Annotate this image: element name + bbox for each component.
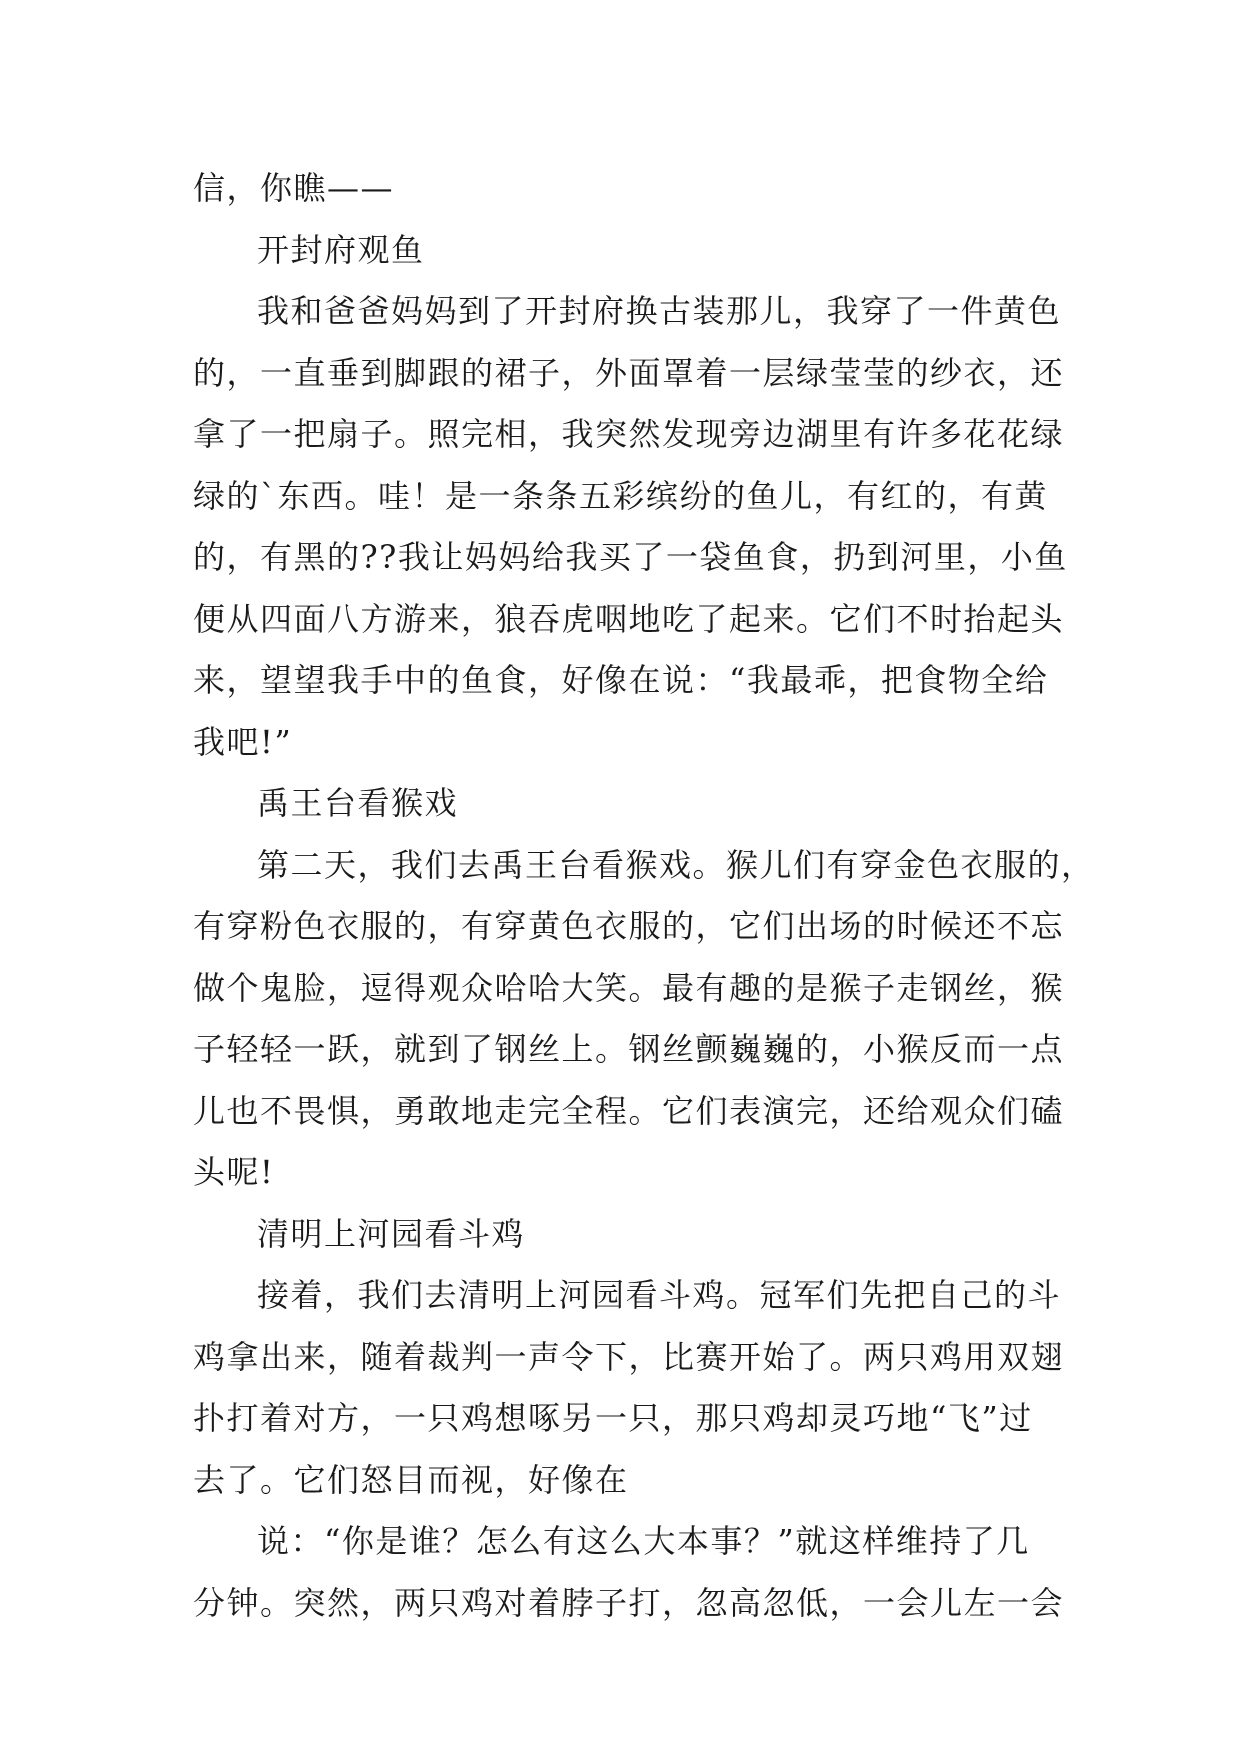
text-line: 有穿粉色衣服的，有穿黄色衣服的，它们出场的时候还不忘 (193, 907, 1065, 945)
text-line: 的，有黑的??我让妈妈给我买了一袋鱼食，扔到河里，小鱼 (193, 538, 1068, 576)
section-heading: 禹王台看猴戏 (257, 784, 459, 822)
document-page (193, 158, 1095, 1634)
text-line: 我吧!” (193, 722, 293, 761)
paragraph-start-line: 第二天，我们去禹王台看猴戏。猴儿们有穿金色衣服的， (257, 845, 1095, 884)
text-line: 绿的`东西。哇！是一条条五彩缤纷的鱼儿，有红的，有黄 (193, 476, 1049, 515)
text-line: 便从四面八方游来，狼吞虎咽地吃了起来。它们不时抬起头 (193, 599, 1065, 638)
paragraph-start-line: 接着，我们去清明上河园看斗鸡。冠军们先把自己的斗 (257, 1276, 1062, 1314)
text-line: 信，你瞧—— (193, 169, 395, 207)
text-line: 分钟。突然，两只鸡对着脖子打，忽高忽低，一会儿左一会 (193, 1583, 1065, 1622)
paragraph-start-line: 我和爸爸妈妈到了开封府换古装那儿，我穿了一件黄色 (257, 292, 1062, 330)
section-heading: 清明上河园看斗鸡 (257, 1214, 526, 1253)
section-heading: 开封府观鱼 (257, 230, 425, 269)
text-line: 拿了一把扇子。照完相，我突然发现旁边湖里有许多花花绿 (193, 415, 1065, 453)
paragraph-start-line: 说：“你是谁？怎么有这么大本事？”就这样维持了几 (257, 1522, 1030, 1560)
text-line: 做个鬼脸，逗得观众哈哈大笑。最有趣的是猴子走钢丝，猴 (193, 968, 1065, 1007)
text-line: 儿也不畏惧，勇敢地走完全程。它们表演完，还给观众们磕 (193, 1091, 1065, 1130)
text-line: 鸡拿出来，随着裁判一声令下，比赛开始了。两只鸡用双翅 (193, 1337, 1065, 1376)
text-line: 来，望望我手中的鱼食，好像在说：“我最乖，把食物全给 (193, 661, 1049, 699)
text-line: 的，一直垂到脚跟的裙子，外面罩着一层绿莹莹的纱衣，还 (193, 353, 1065, 392)
text-line: 去了。它们怒目而视，好像在 (193, 1460, 629, 1499)
text-line: 子轻轻一跃，就到了钢丝上。钢丝颤巍巍的，小猴反而一点 (193, 1030, 1065, 1068)
text-line: 扑打着对方，一只鸡想啄另一只，那只鸡却灵巧地“飞”过 (193, 1399, 1033, 1437)
text-line: 头呢! (193, 1153, 275, 1191)
